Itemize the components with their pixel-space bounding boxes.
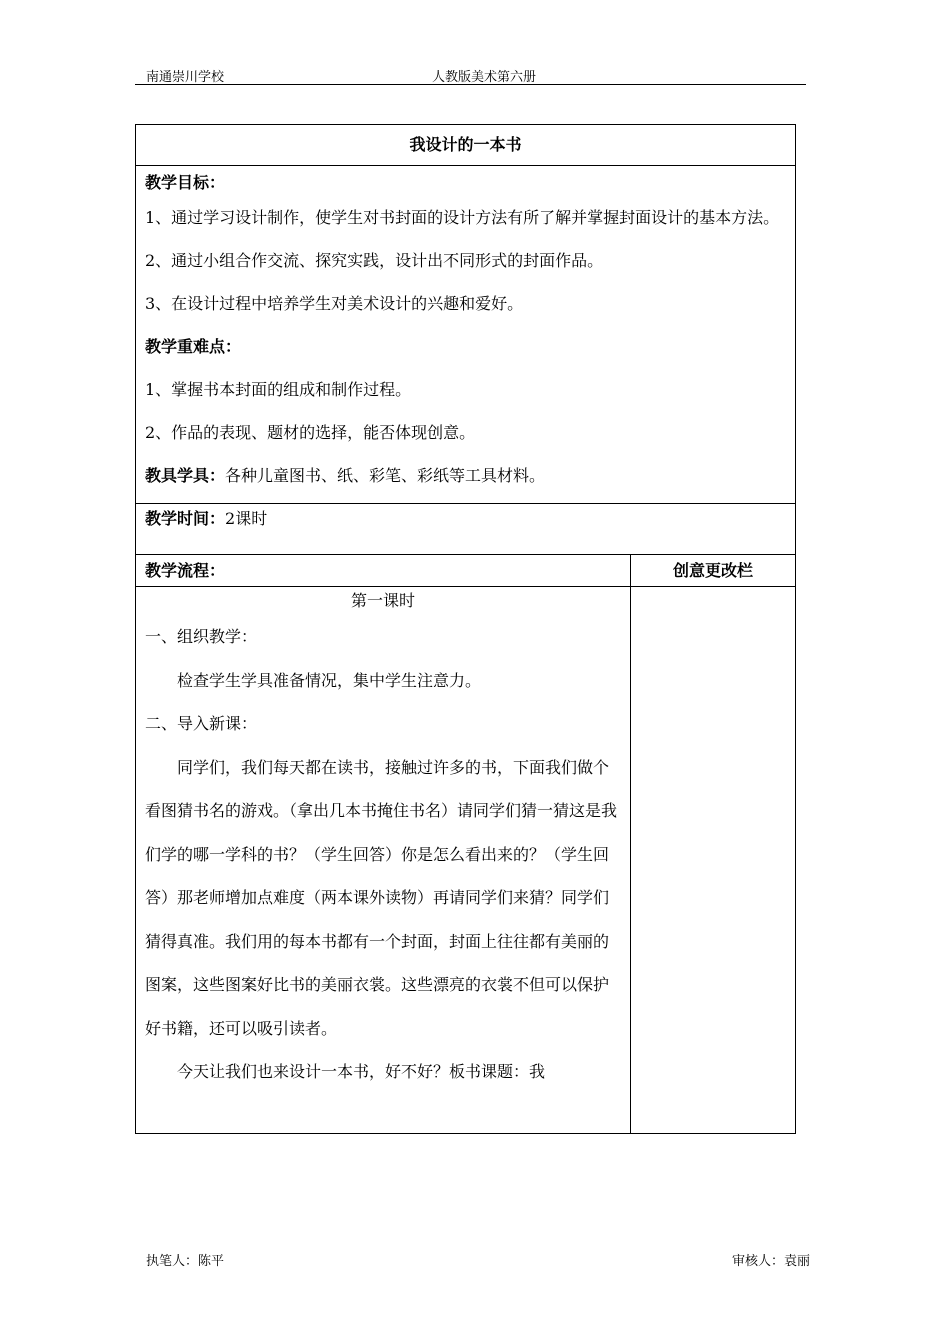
footer-reviewer: 审核人：袁丽 bbox=[732, 1254, 811, 1269]
notes-heading: 创意更改栏 bbox=[631, 555, 796, 587]
header-rule bbox=[135, 84, 806, 85]
key-point-item: 2、作品的表现、题材的选择，能否体现创意。 bbox=[145, 423, 476, 442]
step1-text: 检查学生学具准备情况，集中学生注意力。 bbox=[177, 670, 482, 690]
key-point-item: 1、掌握书本封面的组成和制作过程。 bbox=[145, 380, 412, 399]
flow-body bbox=[136, 587, 631, 1134]
teaching-time bbox=[136, 504, 796, 555]
notes-column bbox=[631, 587, 796, 1134]
lesson-plan-table bbox=[135, 124, 796, 1134]
step2-text-continued: 今天让我们也来设计一本书，好不好？板书课题：我 bbox=[177, 1062, 546, 1081]
objectives-heading: 教学目标： bbox=[145, 173, 226, 192]
period-title: 第一课时 bbox=[350, 591, 415, 610]
objectives-section bbox=[136, 166, 796, 504]
step2-heading: 二、导入新课： bbox=[145, 714, 258, 733]
flow-heading: 教学流程： bbox=[136, 555, 631, 587]
objective-item: 2、通过小组合作交流、探究实践，设计出不同形式的封面作品。 bbox=[145, 251, 604, 270]
header-school: 南通崇川学校 bbox=[146, 70, 225, 85]
time-heading: 教学时间： bbox=[145, 509, 226, 528]
time-value: 2课时 bbox=[225, 509, 268, 528]
objective-item: 3、在设计过程中培养学生对美术设计的兴趣和爱好。 bbox=[145, 294, 524, 313]
step1-heading: 一、组织教学： bbox=[145, 627, 258, 646]
footer-writer: 执笔人：陈平 bbox=[146, 1254, 225, 1269]
step2-text: 同学们，我们每天都在读书，接触过许多的书，下面我们做个看图猜书名的游戏。（拿出几本书掩住书名）请同学们猜一猜这是我们学的哪一学科的书？（学生回答）你是怎么看出来的？（学生回答）那老师增加点难度（两本课外读物）再请同学们来猜？同学们猜得真准。我们用的每本书都有一个封面，封面上往往都有美丽的图案，这些图案好比书的美丽衣裳。这些漂亮的衣裳不但可以保护好书籍，还可以吸引读者。 bbox=[145, 757, 618, 1038]
key-points-heading: 教学重难点： bbox=[145, 337, 242, 356]
tools-line bbox=[145, 454, 786, 503]
tools-text: 各种儿童图书、纸、彩笔、彩纸等工具材料。 bbox=[225, 466, 546, 485]
objective-item: 1、通过学习设计制作，使学生对书封面的设计方法有所了解并掌握封面设计的基本方法。 bbox=[145, 208, 780, 227]
lesson-title: 我设计的一本书 bbox=[136, 125, 796, 166]
tools-heading: 教具学具： bbox=[145, 466, 226, 485]
header-book: 人教版美术第六册 bbox=[432, 70, 537, 85]
